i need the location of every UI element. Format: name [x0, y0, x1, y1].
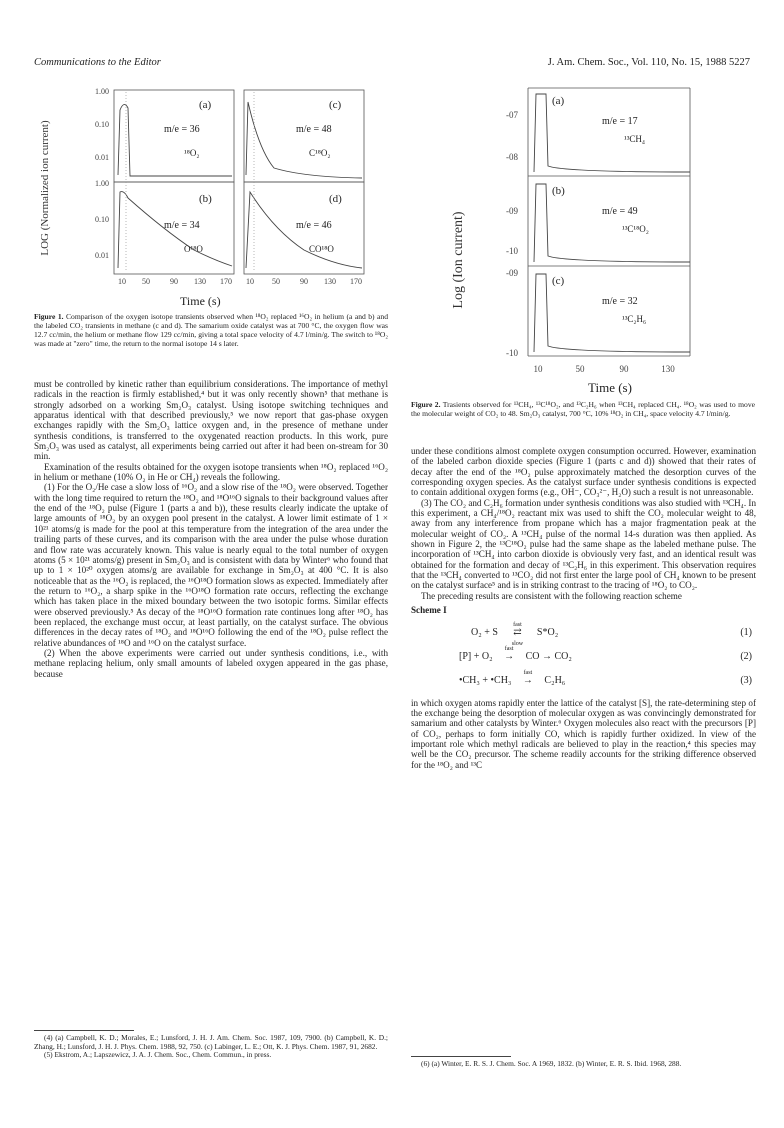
fig1-panel-me: m/e = 36: [164, 124, 200, 135]
fig2-xtick: 90: [619, 364, 629, 374]
eq3-lhs: •CH₃ + •CH₃: [459, 674, 512, 686]
fig2-panel-species: ¹³C¹⁸O₂: [622, 224, 649, 234]
fig1-curve-a: [118, 104, 232, 176]
eq2-num: (2): [740, 650, 752, 662]
fig1-panel-me: m/e = 34: [164, 220, 200, 231]
right-column: [411, 446, 756, 770]
figure-2: [444, 80, 756, 380]
paragraph: under these conditions almost complete oxygen consumption occurred. However, examination of the labeled carbon dioxide species (Figure 1 (parts c and d)) showed that their rates of decay after the end of the ¹⁸O₂ pulse approximately matched the desorption curves of the corresponding oxygen species. As the catalyst surface under synthesis conditions is expected to contain additional oxygen forms (e.g., OH⁻, CO₃²⁻, H₂O) such a result is not unreasonable.: [411, 446, 756, 498]
footnote: (4) (a) Campbell, K. D.; Morales, E.; Lunsford, J. H. J. Am. Chem. Soc. 1987, 109, 7900. (b) Campbell, K. D.; Zhang, H.; Lunsford, J. H. J. Phys. Chem. 1988, 92, 750. (c) Labinger, L. E.; Ott, K. J. Phys. Chem. 1987, 91, 2682.: [34, 1033, 388, 1051]
fig2-panel-species: ¹³CH₄: [624, 134, 646, 144]
fig2-ytick: -07: [506, 110, 518, 120]
footnote: (5) Ekstrom, A.; Lapszewicz, J. A. J. Chem. Soc., Chem. Commun., in press.: [44, 1050, 272, 1060]
eq1-num: (1): [740, 626, 752, 638]
figure-2-caption: [411, 400, 755, 418]
fig1-ylabel: LOG (Normalized ion current): [39, 120, 51, 256]
fig1-panel-tag: (a): [199, 99, 212, 111]
paragraph: Examination of the results obtained for the oxygen isotope transients when ¹⁸O₂ replaced ¹⁶O₂ in helium or methane (10% O₂ in He or CH₄) reveals the following.: [34, 461, 388, 483]
fig2-panel-tag: (a): [552, 95, 565, 107]
fig1-panel-me: m/e = 46: [296, 220, 332, 231]
fig1-xtick: 10: [118, 277, 126, 286]
fig1-panel-me: m/e = 48: [296, 124, 332, 135]
fig2-panel-me: m/e = 17: [602, 116, 638, 127]
fig2-ytick: -10: [506, 348, 518, 358]
fig1-ytick: 1.00: [95, 179, 109, 188]
eq1-fast: fast: [513, 621, 522, 628]
paragraph: (1) For the O₂/He case a slow loss of ¹⁶O₂ and a slow rise of the ¹⁸O₂ were observed. Together with the long time required to return the ¹⁸O₂ and ¹⁸O¹⁶O signals to their background values after the end of the ¹⁸O₂ pulse (Figure 1 (parts a and b)), these results clearly indicate the uptake of large amounts of ¹⁸O₂ by an oxygen pool present in the catalyst. A lower limit estimate of 1 × 10²¹ atoms/g is made for the pool at this temperature from the integration of the area under the trailing parts of these curves, and its comparison with the area under the pulse whose duration and flow rate was accurately known. This value is nearly equal to the total number of oxygen atoms (5 × 10²¹ atoms/g) present in Sm₂O₃ and is consistent with data by Winter⁶ who found that up to 1 × 10²⁰ oxygen atoms/g are available for exchange in Sm₂O₃ at 400 °C. It is also noticeable that as the ¹⁶O₂ is replaced, the ¹⁶O¹⁸O formation slows as expected. Immediately after the return to ¹⁶O₂, a sharp spike in the ¹⁶O¹⁸O formation rate occurs, reflecting the exchange which has taken place in the mixed boundary between the two isotopic forms. Similar effects were observed previously.⁵ As decay of the ¹⁸O¹⁶O formation rate continues long after ¹⁸O₂ has been replaced, the exchange must occur, at least partially, on the catalyst surface. The obvious differences in the decay rates of ¹⁸O₂ and ¹⁸O¹⁶O following the end of the ¹⁸O₂ pulse reflect the relative abundances of ¹⁸O and ¹⁶O on the catalyst surface.: [34, 482, 388, 648]
fig2-xtick: 10: [533, 364, 543, 374]
equilibrium-arrow-icon: ⇄: [513, 626, 522, 638]
scheme-title: Scheme I: [411, 605, 447, 616]
paragraph: in which oxygen atoms rapidly enter the lattice of the catalyst [S], the rate-determining step of the exchange being the desorption of molecular oxygen as was convincingly demonstrated for samarium and other catalysts by Winter.⁶ Oxygen molecules also react with the precursors [P] of CO₂, perhaps to form initially CO, which is rapidly further oxidized. In view of the important role which methyl radicals are believed to play in the reaction,⁴ this species may well be the CO₂ precursor. The scheme readily accounts for the striking difference observed for the ¹⁸O₂ and ¹³C: [411, 697, 756, 770]
paragraph: The preceding results are consistent with the following reaction scheme: [421, 590, 682, 601]
footnote-rule: [411, 1056, 511, 1057]
fig2-ytick: -09: [506, 268, 518, 278]
eq1-rhs: S*O₂: [536, 626, 559, 638]
fig1-panel-tag: (b): [199, 193, 212, 205]
footnote: (6) (a) Winter, E. R. S. J. Chem. Soc. A 1969, 1832. (b) Winter, E. R. S. Ibid. 1968, 288.: [421, 1059, 682, 1068]
fig1-caption-text: Comparison of the oxygen isotope transients observed when ¹⁸O₂ replaced ¹⁶O₂ in helium (a and b) and the labeled CO₂ transients in methane (c and d). The samarium oxide catalyst was at 700 °C, the oxygen flow was 12.7 cc/min, the helium or methane flow 129 cc/min, giving a total space velocity of 4.7 l/min/g. The switch to ¹⁸O₂ was made at "zero" time, the return to the normal isotope 14 s later.: [34, 312, 388, 348]
arrow-right-icon: →: [504, 650, 515, 662]
fig2-ytick: -08: [506, 152, 518, 162]
fig1-ytick: 0.01: [95, 153, 109, 162]
eq3-num: (3): [740, 674, 752, 686]
fig2-caption-text: Trasients observed for ¹³CH₄, ¹³C¹⁸O₂, and ¹³C₂H₆ when ¹³CH₄ replaced CH₄. ¹⁸O₂ was used to move the molecular weight of CO₂ to 48. Sm₂O₃ catalyst, 700 °C, 10% ¹⁸O₂ in CH₄, space velocity 4.7 l/min/g.: [411, 400, 755, 418]
fig2-panel-tag: (c): [552, 275, 565, 287]
fig2-panel-species: ¹³C₂H₆: [622, 314, 647, 324]
footnotes-right: [411, 1060, 756, 1069]
fig2-panel-me: m/e = 49: [602, 206, 638, 217]
equation-2: [411, 646, 756, 670]
footnotes-left: [34, 1034, 388, 1060]
eq3-rhs: C₂H₆: [544, 674, 566, 686]
fig1-xtick: 170: [350, 277, 362, 286]
footnote-rule: [34, 1030, 134, 1031]
arrow-right-icon: →: [522, 674, 533, 686]
paragraph: (3) The CO₂ and C₂H₆ formation under synthesis conditions was also studied with ¹³CH₄. In this experiment, a CH₄/¹⁸O₂ reactant mix was used to shift the CO₂ molecular weight to 48, away from any interference from propane which has a major fragmentation peak at the molecular weight of CO₂. A ¹³CH₄ pulse of the normal 14-s duration was then applied. As shown in Figure 2, the ¹³C¹⁸O₂ pulse had the same shape as the labeled methane pulse. The incorporation of ¹³CH₄ into carbon dioxide is obviously very fast, and an identical result was obtained for the formation and decay of ¹³C₂H₆ in this experiment. This observation requires that the ¹³CH₄ converted to ¹³CO₂ did not first enter the large pool of CH₄ known to be present on the catalyst surface⁵ and is in striking contrast to the tracing of ¹⁸O₂ to CO₂.: [411, 497, 756, 591]
fig2-xtick: 50: [575, 364, 585, 374]
equation-3: [411, 670, 756, 694]
fig1-panel-tag: (d): [329, 193, 342, 205]
fig2-xlabel: Time (s): [588, 380, 632, 395]
fig2-xtick: 130: [661, 364, 675, 374]
fig1-panel-species: C¹⁸O₂: [309, 148, 331, 158]
fig1-ytick: 0.10: [95, 215, 109, 224]
running-header-left: Communications to the Editor: [34, 57, 161, 68]
fig1-ytick: 0.10: [95, 120, 109, 129]
fig2-panel-tag: (b): [552, 185, 565, 197]
equation-1: [411, 622, 756, 646]
fig1-caption-label: Figure 1.: [34, 312, 64, 321]
eq2-fast: fast: [504, 645, 514, 652]
fig1-panel-species: CO¹⁸O: [309, 244, 334, 254]
eq1-slow: slow: [511, 640, 524, 647]
running-header-right: J. Am. Chem. Soc., Vol. 110, No. 15, 1988 5227: [547, 57, 750, 68]
fig1-xtick: 130: [324, 277, 336, 286]
fig2-panel-me: m/e = 32: [602, 296, 638, 307]
fig1-xtick: 90: [300, 277, 308, 286]
fig1-curve-c: [246, 102, 362, 178]
fig2-ylabel: Log (Ion current): [451, 211, 466, 309]
fig1-xtick: 10: [246, 277, 254, 286]
left-column: [34, 379, 388, 679]
fig1-xtick: 90: [170, 277, 178, 286]
fig1-panel-species: O¹⁸O: [184, 244, 203, 254]
eq2-lhs: [P] + O₂: [459, 650, 493, 662]
fig1-panel-tag: (c): [329, 99, 342, 111]
paragraph: must be controlled by kinetic rather than equilibrium considerations. The importance of methyl radicals in the reaction is firmly established,⁴ but it was only recently shown⁵ that methane is strongly adsorbed on a working Sm₂O₃ catalyst. Using isotope switching techniques and apparatus identical with that described previously,⁵ we now report that gas-phase oxygen exchanges rapidly with the Sm₂O₃ lattice oxygen and, in the presence of methane under synthesis conditions, is transferred to the oxygenated reaction products. In this work, pure Sm₂O₃ was used as catalyst, all experiments being carried out after it had been on-stream for 30 min.: [34, 379, 388, 462]
fig1-xlabel: Time (s): [180, 294, 221, 308]
fig1-xtick: 130: [194, 277, 206, 286]
fig1-xtick: 50: [272, 277, 280, 286]
eq2-mid: CO → CO₂: [525, 650, 572, 662]
paragraph: (2) When the above experiments were carried out under synthesis conditions, i.e., with methane replacing helium, only small amounts of labeled oxygen appeared in the gas phase, because: [34, 647, 388, 679]
eq3-fast: fast: [523, 669, 533, 676]
figure-1: [34, 80, 384, 290]
fig2-caption-label: Figure 2.: [411, 400, 441, 409]
fig1-ytick: 0.01: [95, 251, 109, 260]
fig1-xtick: 50: [142, 277, 150, 286]
fig1-panel-species: ¹⁸O₂: [184, 148, 200, 158]
fig2-ytick: -10: [506, 246, 518, 256]
figure-1-caption: [34, 312, 388, 348]
fig2-ytick: -09: [506, 206, 518, 216]
fig1-ytick: 1.00: [95, 87, 109, 96]
eq1-lhs: O₂ + S: [471, 626, 498, 638]
fig1-xtick: 170: [220, 277, 232, 286]
